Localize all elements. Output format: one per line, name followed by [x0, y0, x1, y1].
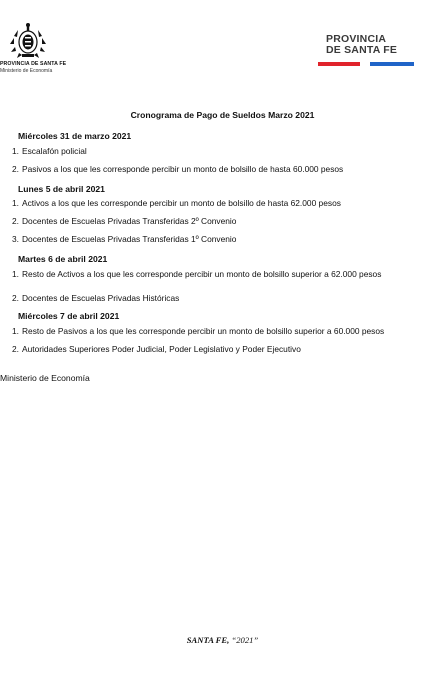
item-text: Escalafón policial: [22, 146, 87, 156]
item-text: Resto de Pasivos a los que les corresponde percibir un monto de bolsillo superior a 60.000 pesos: [22, 326, 385, 336]
item-number: 1.: [12, 146, 19, 156]
list-item: [12, 344, 301, 354]
province-emblem-icon: [8, 22, 48, 60]
document-title: Cronograma de Pago de Sueldos Marzo 2021: [130, 110, 315, 120]
ministry-signature: Ministerio de Economía: [0, 373, 90, 383]
item-text: Docentes de Escuelas Privadas Transferidas 2º Convenio: [22, 216, 237, 226]
item-number: 2.: [12, 293, 19, 303]
section-date: Miércoles 7 de abril 2021: [18, 311, 120, 321]
item-text: Docentes de Escuelas Privadas Transferidas 1º Convenio: [22, 234, 237, 244]
list-item: [12, 269, 381, 279]
emblem-subcaption: Ministerio de Economía: [0, 68, 53, 74]
item-number: 2.: [12, 216, 19, 226]
item-text: Activos a los que les corresponde percibir un monto de bolsillo de hasta 62.000 pesos: [22, 198, 341, 208]
brand-logo: [326, 34, 397, 56]
section-date: Martes 6 de abril 2021: [18, 254, 108, 264]
footer-year: “2021”: [231, 635, 259, 645]
item-text: Autoridades Superiores Poder Judicial, Poder Legislativo y Poder Ejecutivo: [22, 344, 301, 354]
item-number: 1.: [12, 326, 19, 336]
item-text: Pasivos a los que les corresponde percibir un monto de bolsillo de hasta 60.000 pesos: [22, 164, 344, 174]
list-item: [12, 234, 236, 244]
item-text: Resto de Activos a los que les corresponde percibir un monto de bolsillo superior a 62.000 pesos: [22, 269, 382, 279]
list-item: [12, 293, 179, 303]
emblem-caption: PROVINCIA DE SANTA FE: [0, 61, 67, 67]
item-number: 1.: [12, 269, 19, 279]
item-number: 2.: [12, 344, 19, 354]
list-item: [12, 164, 343, 174]
item-text: Docentes de Escuelas Privadas Históricas: [22, 293, 180, 303]
list-item: [12, 146, 87, 156]
brand-line-2: DE SANTA FE: [326, 44, 398, 56]
list-item: [12, 198, 341, 208]
section-date: Lunes 5 de abril 2021: [18, 184, 105, 194]
brand-red-bar: [318, 62, 360, 66]
item-number: 3.: [12, 234, 19, 244]
item-number: 1.: [12, 198, 19, 208]
list-item: [12, 326, 384, 336]
footer-place: SANTA FE,: [186, 635, 230, 645]
brand-line-1: PROVINCIA: [326, 33, 387, 45]
footer: [0, 635, 445, 645]
list-item: [12, 216, 236, 226]
section-date: Miércoles 31 de marzo 2021: [18, 131, 132, 141]
brand-blue-bar: [370, 62, 414, 66]
item-number: 2.: [12, 164, 19, 174]
